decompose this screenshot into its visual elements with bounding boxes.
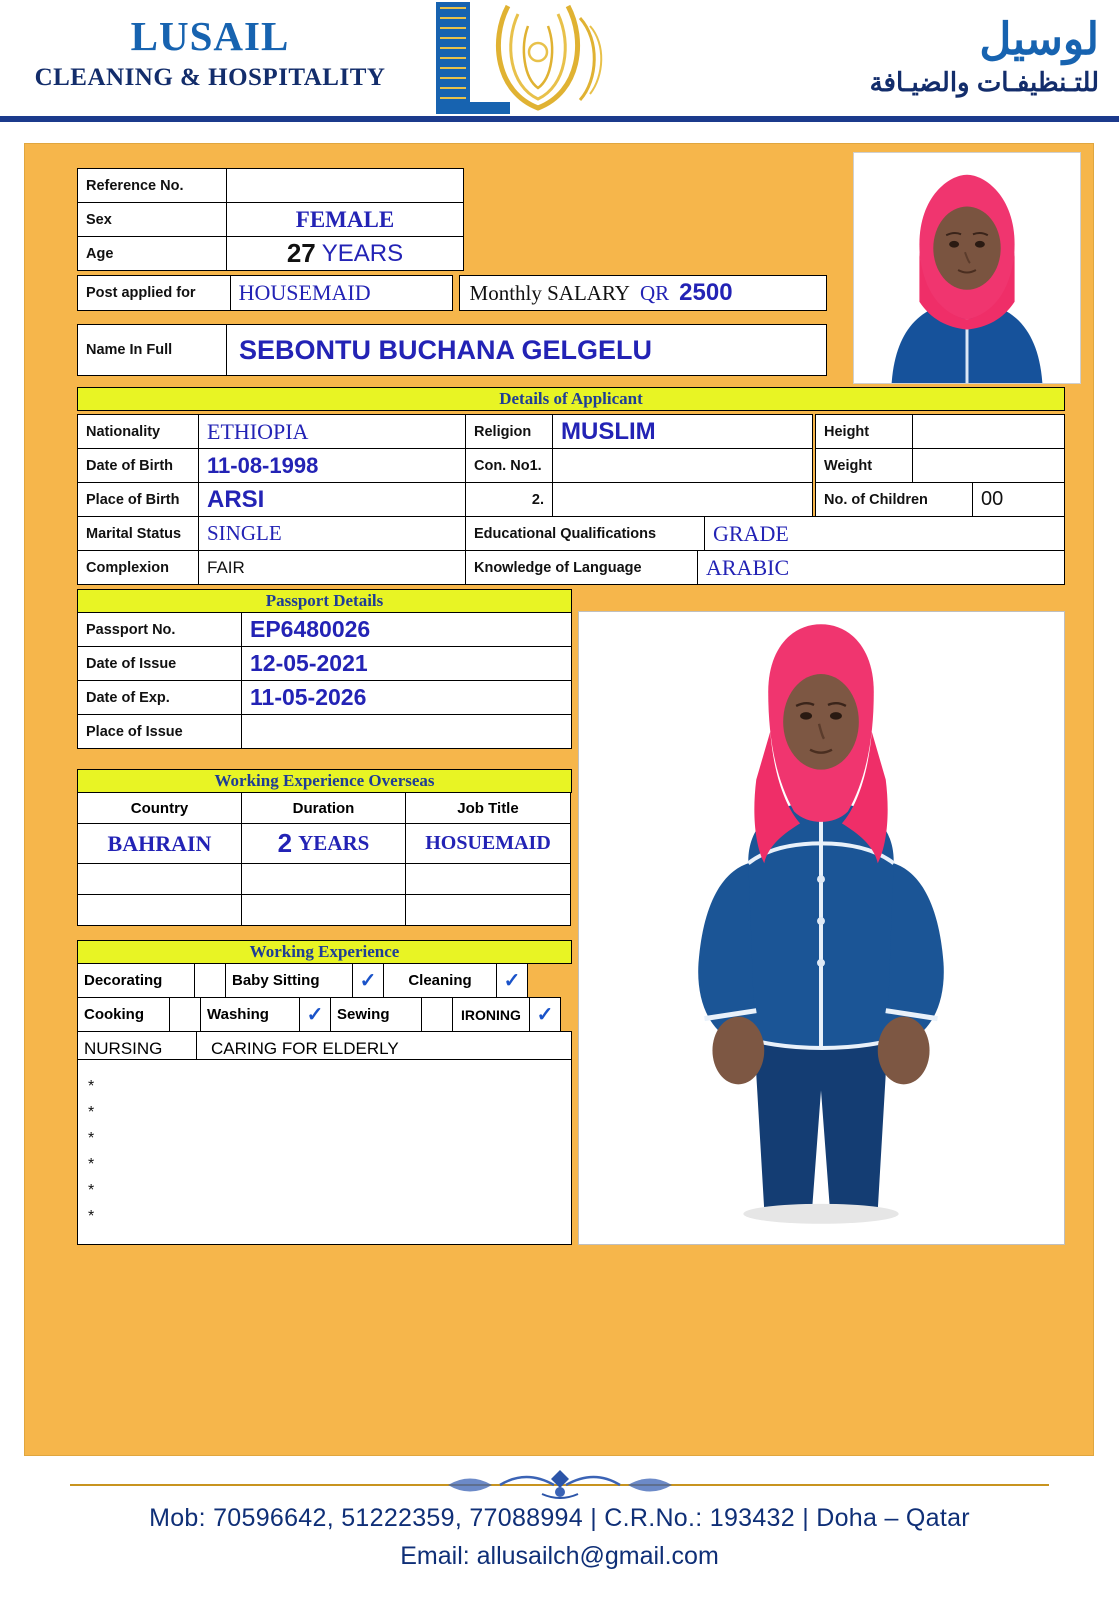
brand-name-en: LUSAIL [130, 13, 290, 59]
full-name-row [77, 324, 827, 376]
passport-exp-row [77, 681, 572, 715]
note-line: * [88, 1078, 95, 1095]
education-language-block [465, 517, 1065, 585]
marital-value[interactable]: SINGLE [198, 516, 467, 551]
table-row [77, 864, 572, 895]
contact1-label: Con. No1. [465, 448, 553, 483]
age-label: Age [77, 236, 227, 271]
reference-no-value[interactable] [226, 168, 464, 203]
cell-country[interactable] [77, 894, 242, 926]
footer-email-line: Email: allusailch@gmail.com [400, 1542, 719, 1570]
cooking-checkbox[interactable] [169, 997, 201, 1032]
passport-no-value[interactable]: EP6480026 [241, 612, 572, 647]
col-job-title: Job Title [405, 792, 571, 824]
brand-english [0, 12, 420, 92]
overseas-experience-table [77, 793, 572, 926]
nursing-label: NURSING [77, 1031, 197, 1066]
cell-duration[interactable] [241, 863, 406, 895]
salary-cell[interactable] [459, 275, 827, 311]
details-left-block [77, 415, 467, 585]
decorating-label: Decorating [77, 963, 195, 998]
reference-no-label: Reference No. [77, 168, 227, 203]
cooking-label: Cooking [77, 997, 170, 1032]
note-line: * [88, 1208, 95, 1225]
contact2-label: 2. [465, 482, 553, 517]
applicant-form-sheet [24, 143, 1094, 1456]
passport-place-row [77, 715, 572, 749]
passport-issue-label: Date of Issue [77, 646, 242, 681]
age-row [77, 236, 465, 271]
contact2-row [465, 483, 813, 517]
skills-row-1 [77, 964, 572, 998]
salary-label: Monthly SALARY [469, 280, 630, 305]
passport-place-value[interactable] [241, 714, 572, 749]
nationality-label: Nationality [77, 414, 199, 449]
baby-sitting-label: Baby Sitting [225, 963, 353, 998]
pob-label: Place of Birth [77, 482, 199, 517]
post-label: Post applied for [77, 275, 231, 311]
brand-tagline-ar: للتـنظيفـات والضيـافة [869, 67, 1099, 97]
nationality-row [77, 415, 467, 449]
pob-row [77, 483, 467, 517]
age-value[interactable] [226, 236, 464, 271]
passport-exp-label: Date of Exp. [77, 680, 242, 715]
table-header-row [77, 793, 572, 824]
details-right-block [815, 415, 1065, 517]
decorating-checkbox[interactable] [194, 963, 226, 998]
complexion-label: Complexion [77, 550, 199, 585]
ironing-label: IRONING [452, 997, 530, 1032]
sewing-checkbox[interactable] [421, 997, 453, 1032]
nationality-value[interactable]: ETHIOPIA [198, 414, 467, 449]
overseas-experience-title: Working Experience Overseas [77, 769, 572, 793]
cell-duration[interactable] [241, 823, 406, 864]
notes-box[interactable] [77, 1059, 572, 1245]
footer-ornament-icon [430, 1468, 690, 1507]
passport-no-label: Passport No. [77, 612, 242, 647]
working-experience-skills [77, 964, 572, 1066]
passport-issue-row [77, 647, 572, 681]
religion-value[interactable]: MUSLIM [552, 414, 813, 449]
contact1-value[interactable] [552, 448, 813, 483]
details-of-applicant-title: Details of Applicant [77, 387, 1065, 411]
sewing-label: Sewing [330, 997, 422, 1032]
marital-row [77, 517, 467, 551]
pob-value[interactable]: ARSI [198, 482, 467, 517]
footer-contact-line: Mob: 70596642, 51222359, 77088994 | C.R.No.: 193432 | Doha – Qatar [149, 1504, 970, 1532]
washing-label: Washing [200, 997, 300, 1032]
header-divider [0, 116, 1119, 119]
details-middle-block [465, 415, 813, 517]
baby-sitting-checkbox[interactable]: ✓ [352, 963, 384, 998]
cleaning-label: Cleaning [383, 963, 497, 998]
working-experience-title: Working Experience [77, 940, 572, 964]
religion-label: Religion [465, 414, 553, 449]
ironing-checkbox[interactable]: ✓ [529, 997, 561, 1032]
note-line: * [88, 1156, 95, 1173]
brand-arabic [679, 14, 1099, 98]
note-line: * [88, 1104, 95, 1121]
dob-row [77, 449, 467, 483]
brand-tagline-en: CLEANING & HOSPITALITY [34, 64, 386, 91]
language-label: Knowledge of Language [465, 550, 698, 585]
full-name-label: Name In Full [77, 324, 227, 376]
table-row [77, 824, 572, 864]
washing-checkbox[interactable]: ✓ [299, 997, 331, 1032]
duration-number: 2 [277, 828, 293, 858]
sex-value[interactable]: FEMALE [226, 202, 464, 237]
children-label: No. of Children [815, 482, 973, 517]
children-row [815, 483, 1065, 517]
duration-unit: YEARS [298, 831, 370, 855]
passport-block [77, 613, 572, 749]
col-duration: Duration [241, 792, 406, 824]
height-label: Height [815, 414, 913, 449]
weight-row [815, 449, 1065, 483]
cleaning-checkbox[interactable]: ✓ [496, 963, 528, 998]
age-unit: YEARS [321, 239, 404, 267]
cell-job-title[interactable] [405, 863, 571, 895]
education-value[interactable]: GRADE [704, 516, 1065, 551]
weight-label: Weight [815, 448, 913, 483]
skills-row-2 [77, 998, 572, 1032]
height-value[interactable] [912, 414, 1065, 449]
cell-country[interactable] [77, 863, 242, 895]
education-row [465, 517, 1065, 551]
passport-exp-value[interactable]: 11-05-2026 [241, 680, 572, 715]
reference-no-row [77, 168, 465, 203]
sex-label: Sex [77, 202, 227, 237]
note-line: * [88, 1130, 95, 1147]
post-value[interactable]: HOUSEMAID [230, 275, 453, 311]
applicant-full-body-photo [578, 611, 1065, 1245]
cell-country[interactable]: BAHRAIN [77, 823, 242, 864]
sex-row [77, 202, 465, 237]
cell-duration[interactable] [241, 894, 406, 926]
height-row [815, 415, 1065, 449]
age-number: 27 [286, 238, 316, 268]
cell-job-title[interactable]: HOSUEMAID [405, 823, 571, 864]
page-footer [0, 1468, 1119, 1600]
salary-value: 2500 [679, 279, 733, 306]
passport-place-label: Place of Issue [77, 714, 242, 749]
religion-row [465, 415, 813, 449]
complexion-row [77, 551, 467, 585]
children-value[interactable]: 00 [972, 482, 1065, 517]
salary-currency: QR [639, 280, 670, 305]
passport-issue-value[interactable]: 12-05-2021 [241, 646, 572, 681]
full-name-value[interactable]: SEBONTU BUCHANA GELGELU [226, 324, 827, 376]
contact1-row [465, 449, 813, 483]
language-value[interactable]: ARABIC [697, 550, 1065, 585]
col-country: Country [77, 792, 242, 824]
page-header [0, 0, 1119, 122]
marital-label: Marital Status [77, 516, 199, 551]
weight-value[interactable] [912, 448, 1065, 483]
dob-label: Date of Birth [77, 448, 199, 483]
table-row [77, 895, 572, 926]
passport-details-title: Passport Details [77, 589, 572, 613]
dob-value[interactable]: 11-08-1998 [198, 448, 467, 483]
complexion-value[interactable]: FAIR [198, 550, 467, 585]
post-salary-row [77, 275, 827, 311]
applicant-portrait-photo [853, 152, 1081, 384]
caring-elderly-label: CARING FOR ELDERLY [196, 1031, 572, 1066]
education-label: Educational Qualifications [465, 516, 705, 551]
lusail-logo-icon [430, 0, 670, 120]
passport-no-row [77, 613, 572, 647]
note-line: * [88, 1182, 95, 1199]
cell-job-title[interactable] [405, 894, 571, 926]
contact2-value[interactable] [552, 482, 813, 517]
language-row [465, 551, 1065, 585]
brand-name-ar: لوسيل [979, 15, 1099, 64]
